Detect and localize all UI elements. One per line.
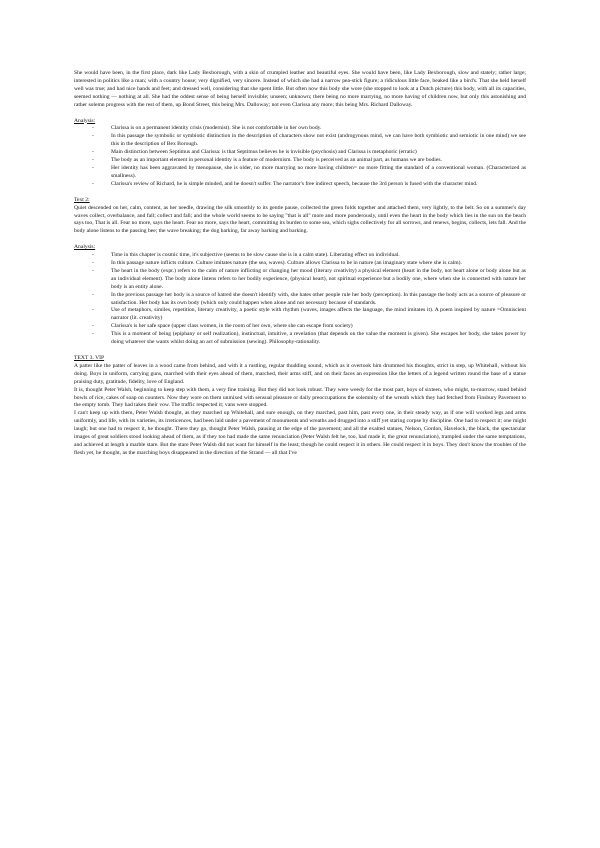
list-item: - Main distinction between Septimus and Clarissa: is that Septimus believes he is invisible (psychosis) and Clarissa is metaphoric (erratic) bbox=[74, 149, 526, 157]
list-item: - Clarissa is on a permanent identity crisis (modernist). She is not comfortable in her own body. bbox=[74, 125, 526, 133]
passage-3a: A patter like the patter of leaves in a wood came from behind, and with it a rustling, regular thudding sound, which as it overtook him drummed his thoughts, strict in step, up Whitehall, without his doing. Boys in uniform, carrying guns, marched with their eyes ahead of them, marched, their arms stiff, and on their faces an expression like the letters of a legend written round the base of a statue praising duty, gratitude, fidelity, love of England. bbox=[74, 362, 526, 385]
document-page bbox=[74, 70, 526, 458]
list-item: - The heart in the body (expr.) refers to the calm of nature inflicting or changing her mood (literary creativity) a physical element (heart in the body, not heart alone or body alone but as an individual element). The body alone listens refers to her bodily experience, (physical heart), not spiritual experience but a bodily one, where when she is connected with nature her body is an entity alone. bbox=[74, 268, 526, 292]
passage-2: Quiet descended on her, calm, content, as her needle, drawing the silk smoothly to its gentle pause, collected the green folds together and attached them, very lightly, to the belt. So on a summer's day waves collect, overbalance, and fall; collect and fall; and the whole world seems to be saying "that is all" more and more ponderously, until even the heart in the body which lies in the sun on the beach says too, That is all. Fear no more, says the heart. Fear no more, says the heart, committing its burden to some sea, which sighs collectively for all sorrows, and renews, begins, collects, lets fall. And the body alone listens to the passing bee; the wave breaking; the dog barking, far away barking and barking. bbox=[74, 204, 526, 235]
analysis-2-list bbox=[74, 252, 526, 347]
list-item: - The body as an important element in personal identity is a feature of modernism. The body is perceived as an animal part, as humans we are bodies. bbox=[74, 157, 526, 165]
passage-3c: I can't keep up with them, Peter Walsh thought, as they marched up Whitehall, and sure enough, on they marched, past him, past every one, in their steady way, as if one will worked legs and arms uniformly, and life, with its varieties, its irreticences, had been laid under a pavement of monuments and wreaths and drugged into a stiff yet staring corpse by discipline. One had to respect it; one might laugh; but one had to respect it, he thought. There they go, thought Peter Walsh, pausing at the edge of the pavement; and all the exalted statues, Nelson, Gordon, Havelock, the black, the spectacular images of great soldiers stood looking ahead of them, as if they too had made the same renunciation (Peter Walsh felt he, too, had made it, the great renunciation), trampled under the same temptations, and achieved at length a marble stare. But the stare Peter Walsh did not want for himself in the least; though he could respect it in others. He could respect it in boys. They don't know the troubles of the flesh yet, he thought, as the marching boys disappeared in the direction of the Strand — all that I've bbox=[74, 410, 526, 456]
list-item: - Time in this chapter is cosmic time, it's subjective (seems to be slow cause she is in a calm state). Liberating effect on individual. bbox=[74, 252, 526, 260]
list-item: - Clarissa's review of Richard, he is simple minded, and he doesn't suffer. The narrator's free indirect speech, because the 3rd person is fused with the character mind. bbox=[74, 181, 526, 189]
passage-1: She would have been, in the first place, dark like Lady Bexborough, with a skin of crumpled leather and beautiful eyes. She would have been, like Lady Bexborough, slow and stately; rather large; interested in politics like a man; with a country house; very dignified, very sincere. Instead of which she had a narrow pea-stick figure; a ridiculous little face, beaked like a bird's. That she held herself well was true; and had nice hands and feet; and dressed well, considering that she spent little. But often now this body she wore (she stopped to look at a Dutch picture) this body, with all its capacities, seemed nothing — nothing at all. She had the oddest sense of being herself invisible; unseen; unknown; there being no more marrying, no more having of children now, but only this astonishing and rather solemn progress with the rest of them, up Bond Street, this being Mrs. Dalloway; not even Clarissa any more; this being Mrs. Richard Dalloway. bbox=[74, 70, 526, 108]
text-2-heading: Text 2: bbox=[74, 196, 90, 203]
list-item: - In this passage nature inflicts culture. Culture imitates nature (the sea, waves). Culture allows Clarissa to be in nature (an imaginary state where she is calm). bbox=[74, 260, 526, 268]
list-item: - Clarissa's is her safe space (upper class women, in the room of her own, where she can escape from society) bbox=[74, 323, 526, 331]
text-3-heading: TEXT 3. VIP bbox=[74, 355, 105, 361]
list-item: - This is a moment of being (epiphany or self realization), instinctual, intuitive, a revelation (that depends on the value the moment is given). She escapes her body, she takes power by doing whatever she wants whilst doing an act of submission (sewing). Philosophy-rationality. bbox=[74, 331, 526, 347]
list-item: - In the previous passage her body is a source of hatred she doesn't identify with, she hates other people rule her body (perception). In this passage the body acts as a source of pleasure or satisfaction. Her body has its own body (which only could happen when alone and not necessary because of standards. bbox=[74, 292, 526, 308]
passage-3b: It is, thought Peter Walsh, beginning to keep step with them, a very fine training. But they did not look robust. They were weedy for the most part, boys of sixteen, who might, to-morrow, stand behind bowls of rice, cakes of soap on counters. Now they wore on them unmixed with sensual pleasure or daily preoccupations the solemnity of the wreath which they had fetched from Finsbury Pavement to the empty tomb. They had taken their vow. The traffic respected it; vans were stopped. bbox=[74, 386, 526, 409]
analysis-2-heading: Analysis: bbox=[74, 244, 96, 251]
list-item: - Use of metaphors, similes, repetition, literary creativity, a poetic style with rhythm (waves, images affects the language, the mind imitates it). A poem inspired by nature =Omniscient narrator (lit. creativity) bbox=[74, 307, 526, 323]
list-item: - In this passage the symbolic or symbiotic distinction in the description of characters show not exist (androgynous mind, we can have both symbiotic and semiotic in one mind) we see this in the description of Bex Borough. bbox=[74, 133, 526, 149]
analysis-1-heading: Analysis: bbox=[74, 117, 96, 124]
list-item: - Her identity has been aggravated by menopause, she is older, no more marrying no more having children= no more fitting the standard of a conventional woman. (Characterized as smallness). bbox=[74, 165, 526, 181]
analysis-1-list bbox=[74, 125, 526, 188]
